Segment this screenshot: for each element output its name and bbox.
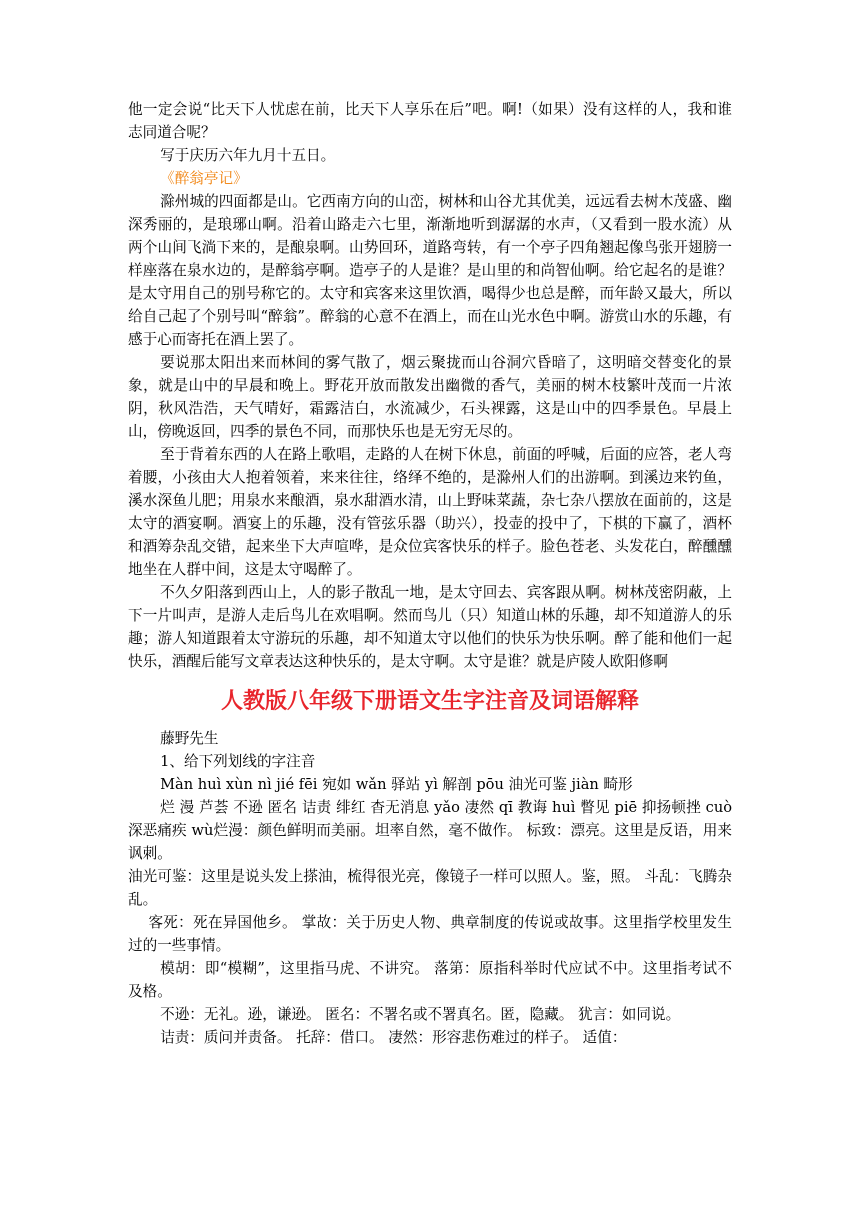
tengye-heading: 藤野先生 [160,730,219,747]
zuiweng-paragraph-4: 不久夕阳落到西山上，人的影子散乱一地，是太守回去、宾客跟从啊。树林茂密阴蔽，上下一片叫声，是游人走后鸟儿在欢唱啊。然而鸟儿（只）知道山林的乐趣，却不知道游人的乐趣；游人知道跟着太守游玩的乐趣，却不知道太守以他们的快乐为快乐啊。醉了能和他们一起快乐，酒醒后能写文章表达这种快乐的，是太守啊。太守是谁？就是庐陵人欧阳修啊 [128,584,732,670]
section-title: 人教版八年级下册语文生字注音及词语解释 [220,689,639,714]
question-1: 1、给下列划线的字注音 [160,753,316,770]
zuiweng-paragraph-2: 要说那太阳出来而林间的雾气散了，烟云聚拢而山谷洞穴昏暗了，这明暗交替变化的景象，就是山中的早晨和晚上。野花开放而散发出幽微的香气，美丽的树木枝繁叶茂而一片浓阴，秋风浩浩，天气晴好，霜露洁白，水流减少，石头裸露，这是山中的四季景色。早晨上山，傍晚返回，四季的景色不同，而那快乐也是无穷无尽的。 [128,354,732,440]
definition-5: 诘责：质问并责备。 托辞：借口。 凄然：形容悲伤难过的样子。 适值： [160,1029,627,1046]
zuiweng-paragraph-3: 至于背着东西的人在路上歌唱，走路的人在树下休息，前面的呼喊，后面的应答，老人弯着腰，小孩由大人抱着领着，来来往往，络绎不绝的，是滁州人们的出游啊。到溪边来钓鱼，溪水深鱼儿肥；用泉水来酿酒，泉水甜酒水清，山上野味菜蔬，杂七杂八摆放在面前的，这是太守的酒宴啊。酒宴上的乐趣，没有管弦乐器（助兴），投壶的投中了，下棋的下赢了，酒杯和酒筹杂乱交错，起来坐下大声喧哗，是众位宾客快乐的样子。脸色苍老、头发花白，醉醺醺地坐在人群中间，这是太守喝醉了。 [128,446,732,578]
definition-2: 客死：死在异国他乡。 掌故：关于历史人物、典章制度的传说或故事。这里指学校里发生过的一些事情。 [128,914,732,954]
pinyin-line-1: Màn huì xùn nì jié fēi 宛如 wǎn 驿站 yì 解剖 pōu 油光可鉴 jiàn 畸形 [160,776,633,793]
document-page [128,98,732,1049]
definition-3: 模胡：即“模糊”，这里指马虎、不讲究。 落第：原指科举时代应试不中。这里指考试不及格。 [128,960,732,1000]
zuiweng-heading: 《醉翁亭记》 [160,170,248,187]
date-line: 写于庆历六年九月十五日。 [160,147,336,164]
intro-paragraph: 他一定会说“比天下人忧虑在前，比天下人享乐在后”吧。啊!（如果）没有这样的人，我和谁志同道合呢？ [128,101,732,141]
pinyin-line-2: 烂 漫 芦荟 不逊 匿名 诘责 绯红 杳无消息 yǎo 凄然 qī 教诲 huì 瞥见 piē 抑扬顿挫 cuò 深恶痛疾 wù烂漫：颜色鲜明而美丽。坦率自然，毫不做作。 标致：漂亮。这里是反语，用来讽刺。 [128,799,732,862]
definition-4: 不逊：无礼。逊，谦逊。 匿名：不署名或不署真名。匿，隐藏。 犹言：如同说。 [160,1006,681,1023]
definition-1: 油光可鉴：这里是说头发上搽油，梳得很光亮，像镜子一样可以照人。鉴，照。 斗乱：飞腾杂乱。 [128,868,732,908]
zuiweng-paragraph-1: 滁州城的四面都是山。它西南方向的山峦，树林和山谷尤其优美，远远看去树木茂盛、幽深秀丽的，是琅琊山啊。沿着山路走六七里，渐渐地听到潺潺的水声，（又看到一股水流）从两个山间飞淌下来的，是酿泉啊。山势回环，道路弯转，有一个亭子四角翘起像鸟张开翅膀一样座落在泉水边的，是醉翁亭啊。造亭子的人是谁？是山里的和尚智仙啊。给它起名的是谁？是太守用自己的别号称它的。太守和宾客来这里饮酒，喝得少也总是醉，而年龄又最大，所以给自己起了个别号叫“醉翁”。醉翁的心意不在酒上，而在山光水色中啊。游赏山水的乐趣，有感于心而寄托在酒上罢了。 [128,193,732,348]
